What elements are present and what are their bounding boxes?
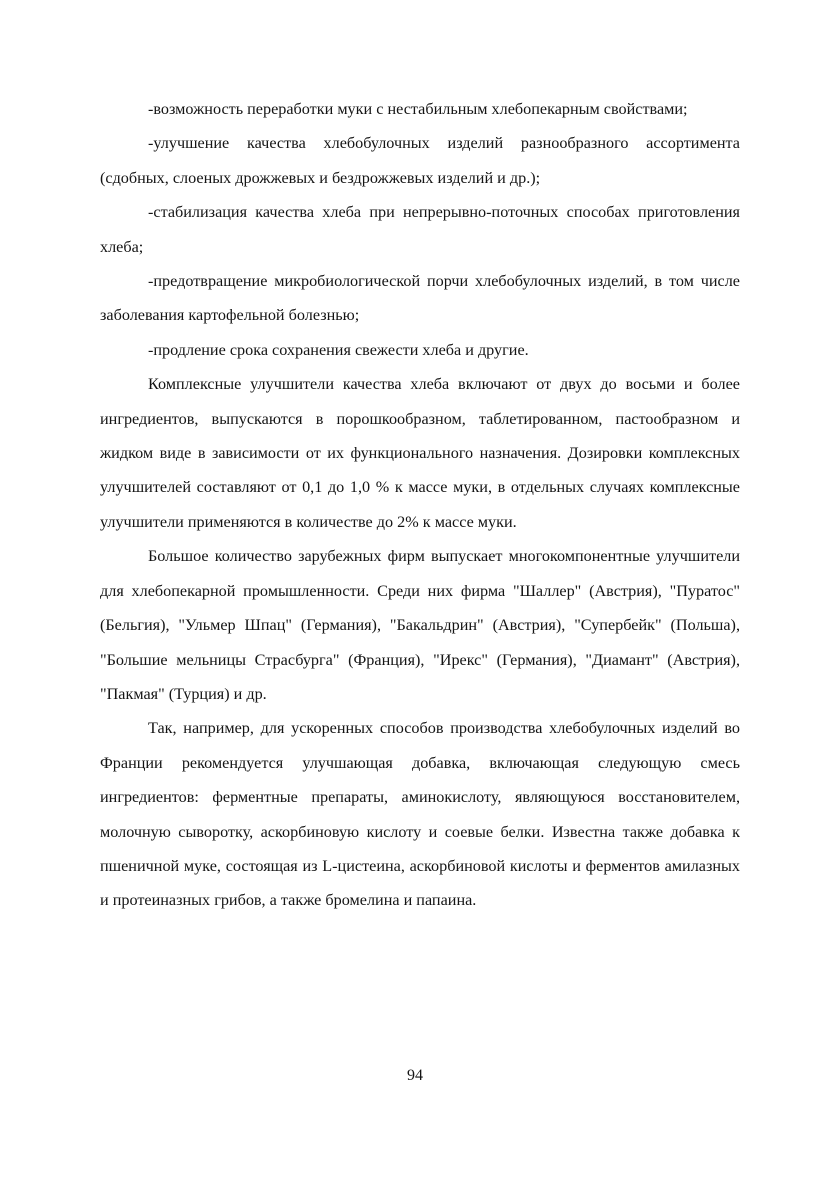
list-item: -продление срока сохранения свежести хлеба и другие. <box>148 340 529 359</box>
paragraph: Большое количество зарубежных фирм выпускает многокомпонентные улучшители для хлебопекарной промышленности. Среди них фирма "Шаллер" (Австрия), "Пуратос" (Бельгия), "Ульмер Шпац" (Германия), "Бакальдрин" (Австрия), "Супербейк" (Польша), "Большие мельницы Страсбурга" (Франция), "Ирекс" (Германия), "Диамант" (Австрия), "Пакмая" (Турция) и др. <box>100 547 740 703</box>
page-body <box>100 92 740 918</box>
list-item: -возможность переработки муки с нестабильным хлебопекарным свойствами; <box>148 100 688 118</box>
page-number: 94 <box>407 1067 423 1084</box>
paragraph: Комплексные улучшители качества хлеба включают от двух до восьми и более ингредиентов, выпускаются в порошкообразном, таблетированном, пастообразном и жидком виде в зависимости от их функционального назначения. Дозировки комплексных улучшителей составляют от 0,1 до 1,0 % к массе муки, в отдельных случаях комплексные улучшители применяются в количестве до 2% к массе муки. <box>100 375 740 531</box>
paragraph: Так, например, для ускоренных способов производства хлебобулочных изделий во Франции рекомендуется улучшающая добавка, включающая следующую смесь ингредиентов: ферментные препараты, аминокислоту, являющуюся восстановителем, молочную сыворотку, аскорбиновую кислоту и соевые белки. Известна также добавка к пшеничной муке, состоящая из L-цистеина, аскорбиновой кислоты и ферментов амилазных и протеиназных грибов, а также бромелина и папаина. <box>100 719 740 910</box>
list-item: -стабилизация качества хлеба при непрерывно-поточных способах приготовления хлеба; <box>100 203 740 256</box>
list-item: -предотвращение микробиологической порчи хлебобулочных изделий, в том числе заболевания картофельной болезнью; <box>100 272 740 325</box>
list-item: -улучшение качества хлебобулочных изделий разнообразного ассортимента (сдобных, слоеных дрожжевых и бездрожжевых изделий и др.); <box>100 134 740 187</box>
